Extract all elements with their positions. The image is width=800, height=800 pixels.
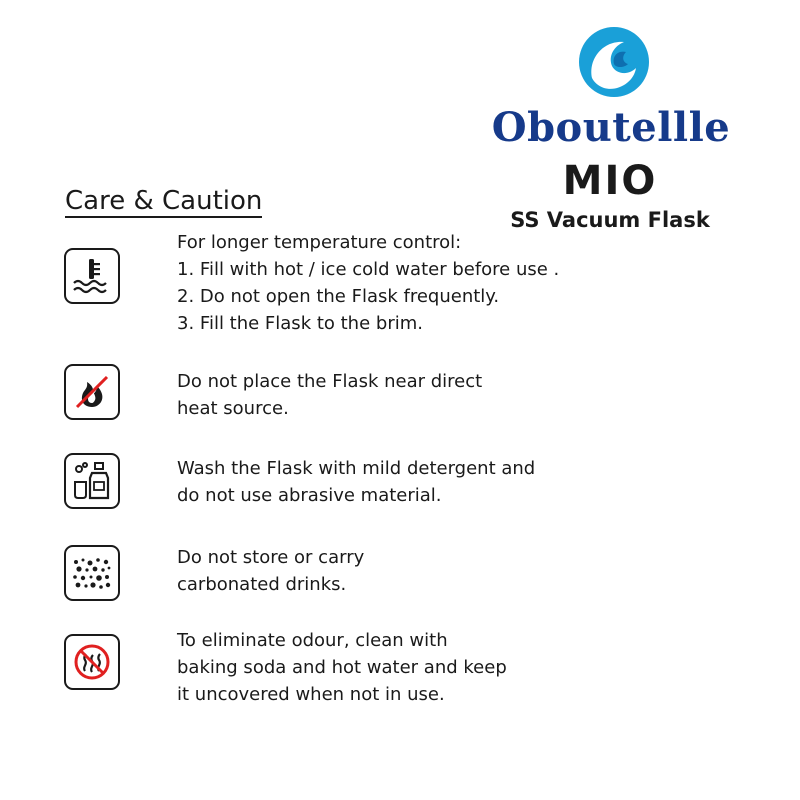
- care-item-4-line-2: carbonated drinks.: [177, 574, 347, 595]
- brand-wave-logo-icon: [578, 26, 650, 98]
- care-item-3-icon-box: [64, 453, 120, 509]
- detergent-bottle-icon: [71, 460, 113, 502]
- care-item-5-line-3: it uncovered when not in use.: [177, 684, 445, 705]
- care-item-3-line-1: Wash the Flask with mild detergent and: [177, 458, 536, 479]
- care-item-1-line-3: 2. Do not open the Flask frequently.: [177, 286, 500, 307]
- care-item-5-icon-box: [64, 634, 120, 690]
- care-item-2-text: [177, 368, 482, 422]
- section-heading: Care & Caution: [65, 186, 263, 216]
- care-item-5-line-1: To eliminate odour, clean with: [177, 630, 448, 651]
- no-odour-icon: [71, 641, 113, 683]
- care-item-4-icon-box: [64, 545, 120, 601]
- care-item-3-line-2: do not use abrasive material.: [177, 485, 442, 506]
- no-fire-icon: [71, 371, 113, 413]
- care-item-1-line-1: For longer temperature control:: [177, 232, 462, 253]
- care-item-1-line-2: 1. Fill with hot / ice cold water before use .: [177, 259, 560, 280]
- carbonated-bubbles-icon: [71, 552, 113, 594]
- care-item-5-text: [177, 627, 507, 708]
- care-item-2-line-2: heat source.: [177, 398, 289, 419]
- care-item-1-line-4: 3. Fill the Flask to the brim.: [177, 313, 423, 334]
- care-item-1-icon-box: [64, 248, 120, 304]
- product-name: MIO: [562, 158, 658, 204]
- thermometer-water-icon: [71, 255, 113, 297]
- care-item-4-line-1: Do not store or carry: [177, 547, 365, 568]
- care-item-4-text: [177, 544, 364, 598]
- brand-name: Oboutellle: [491, 104, 731, 151]
- care-item-5-line-2: baking soda and hot water and keep: [177, 657, 507, 678]
- care-item-3-text: [177, 455, 535, 509]
- care-item-2-line-1: Do not place the Flask near direct: [177, 371, 483, 392]
- care-item-2-icon-box: [64, 364, 120, 420]
- product-subtitle: SS Vacuum Flask: [510, 208, 710, 232]
- care-item-1-text: [177, 229, 559, 337]
